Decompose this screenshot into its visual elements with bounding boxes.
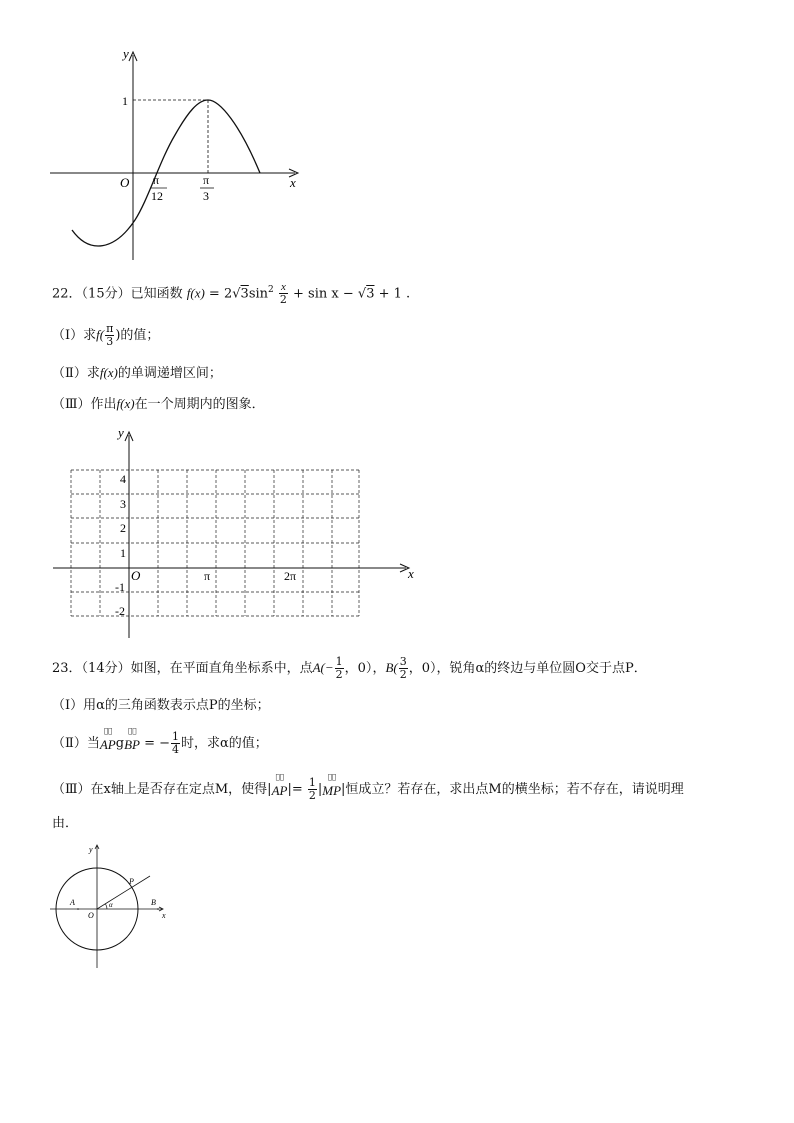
q23-vec-AP2-text: AP xyxy=(271,783,288,798)
q23-part2-eq: = − xyxy=(139,736,171,751)
q22-part1-label: （Ⅰ）求 xyxy=(52,328,97,343)
vector-arrow-icon: ய⃗ xyxy=(275,773,284,781)
q23-stem-a: 如图，在平面直角坐标系中，点 xyxy=(130,661,313,676)
grid-ytick-4: 4 xyxy=(120,472,126,486)
grid-ytick-2: 2 xyxy=(120,521,126,535)
q23-vec-MP xyxy=(322,774,341,802)
q22-tail2: + 1 . xyxy=(374,286,411,302)
q23-B-frac xyxy=(399,656,408,681)
circle-A-label: A xyxy=(70,898,75,907)
q22-fx: f(x) xyxy=(186,285,205,301)
grid-xtick-2pi: 2π xyxy=(284,569,297,583)
q23-score: （14分） xyxy=(81,661,131,676)
q23-vec-AP2 xyxy=(272,774,288,802)
q23-part2-label: （Ⅱ）当 xyxy=(52,736,100,751)
q23-part3-frac xyxy=(308,777,317,802)
q23-vec-AP-text: AP xyxy=(99,737,116,752)
q23-vec-BP xyxy=(124,728,140,756)
q23-vec-AP xyxy=(100,728,116,756)
vector-arrow-icon: ய⃗ xyxy=(103,727,112,735)
q23-comma: ， xyxy=(372,661,386,676)
q22-stem xyxy=(52,280,410,306)
circle-P-label: P xyxy=(129,877,134,886)
q23-part3-bar: | xyxy=(317,782,323,797)
q23-part3-num: 1 xyxy=(308,776,316,789)
q23-A-tail: ，0） xyxy=(344,661,373,676)
q23-B-den: 2 xyxy=(399,668,407,681)
q22-part1-f: f( xyxy=(96,327,105,342)
q22-sqrt-sign-b: √ xyxy=(357,286,367,302)
grid-ytick-neg1: -1 xyxy=(115,580,125,594)
circle-alpha-label: α xyxy=(109,901,113,909)
terminal-side-ray xyxy=(97,876,150,909)
q22-frac-num: x xyxy=(279,281,288,294)
q23-stem-b: ，锐角α的终边与单位圆O交于点P． xyxy=(436,661,647,676)
q23-part2 xyxy=(52,728,268,756)
q23-part3-continued xyxy=(52,814,78,834)
origin-label: O xyxy=(120,175,130,190)
vector-arrow-icon: ய⃗ xyxy=(128,727,136,735)
q22-part1-num: π xyxy=(106,322,114,335)
grid-ytick-3: 3 xyxy=(120,497,126,511)
circle-B-label: B xyxy=(151,898,156,907)
q23-part3-label: （Ⅲ）在x轴上是否存在定点M，使得| xyxy=(52,782,272,797)
grid-origin-label: O xyxy=(131,568,141,583)
q22-part2-label: （Ⅱ）求 xyxy=(52,366,100,381)
circle-x-label: x xyxy=(162,911,166,920)
q22-tail: + sin x − xyxy=(293,286,358,302)
q23-dot: g xyxy=(115,736,125,751)
x-tick-pi12-den: 12 xyxy=(151,189,163,203)
vector-arrow-icon: ய⃗ xyxy=(327,773,336,781)
q22-part1-close: ) xyxy=(115,328,121,343)
q22-sqrt3: 3 xyxy=(240,286,249,302)
q23-part3-cont: 由． xyxy=(52,816,79,831)
circle-origin-label: O xyxy=(88,911,94,920)
angle-arc xyxy=(106,904,108,909)
x-tick-pi12-num: π xyxy=(153,173,160,187)
dashed-grid xyxy=(71,470,359,616)
q23-stem xyxy=(52,656,647,681)
q23-part2-num: 1 xyxy=(172,730,180,743)
point-B-dot xyxy=(157,908,159,910)
q22-sin: sin xyxy=(248,286,269,302)
q23-vec-MP-text: MP xyxy=(322,783,342,798)
q23-number: 23． xyxy=(52,661,82,676)
q23-A-frac xyxy=(335,656,344,681)
q23-point-A: A(− xyxy=(312,660,334,675)
q22-sqrt3b: 3 xyxy=(366,286,375,302)
q22-frac-den: 2 xyxy=(279,293,287,307)
x-tick-pi3-den: 3 xyxy=(203,189,209,203)
q23-part3-den: 2 xyxy=(308,789,316,802)
q23-B-num: 3 xyxy=(399,655,407,668)
q23-part1 xyxy=(52,696,270,716)
q22-number: 22． xyxy=(52,286,82,302)
grid-ytick-1: 1 xyxy=(120,546,126,560)
q22-part1-frac xyxy=(105,323,114,348)
circle-y-label: y xyxy=(89,845,93,854)
q22-part3-label: （Ⅲ）作出 xyxy=(52,397,117,412)
q22-part3-f: f(x) xyxy=(116,396,135,411)
q23-A-num: 1 xyxy=(335,655,343,668)
q22-part1-den: 3 xyxy=(106,335,114,348)
grid-y-axis-label: y xyxy=(118,425,124,440)
q23-point-B: B( xyxy=(385,660,398,675)
q23-part3-end: |恒成立？若存在，求出点M的横坐标；若不存在，请说明理 xyxy=(341,782,684,797)
q23-part2-end: 时，求α的值； xyxy=(181,736,268,751)
q23-B-tail: ，0） xyxy=(408,661,437,676)
q23-part1-text: （Ⅰ）用α的三角函数表示点P的坐标； xyxy=(52,698,270,713)
top-function-graph xyxy=(40,40,310,270)
q22-eq: = 2 xyxy=(204,286,233,302)
q22-part1 xyxy=(52,323,159,348)
q23-part2-frac xyxy=(171,731,180,756)
unit-circle-figure xyxy=(45,840,175,975)
q22-part3-end: 在一个周期内的图象． xyxy=(134,397,265,412)
x-axis-label: x xyxy=(290,175,296,190)
grid-coordinate-figure xyxy=(48,420,428,645)
q22-part1-end: 的值； xyxy=(120,328,160,343)
q22-sqrt-sign: √ xyxy=(232,286,241,302)
x-tick-pi3-num: π xyxy=(203,173,210,187)
grid-x-axis-label: x xyxy=(408,566,414,581)
q23-part3-eq: |= xyxy=(287,782,307,797)
y-axis-label: y xyxy=(123,46,129,61)
q23-part3 xyxy=(52,774,684,802)
q22-frac-x-over-2 xyxy=(279,281,288,306)
q22-stem-text: 已知函数 xyxy=(130,286,183,302)
q22-part2-end: 的单调递增区间； xyxy=(117,366,222,381)
q23-part2-den: 4 xyxy=(172,743,180,756)
q22-score: （15分） xyxy=(81,286,131,302)
q22-part3 xyxy=(52,394,265,415)
q22-sup2: 2 xyxy=(268,285,274,295)
y-tick-1-label: 1 xyxy=(122,94,128,108)
q23-vec-BP-text: BP xyxy=(124,737,140,752)
q22-part2 xyxy=(52,363,222,384)
grid-ytick-neg2: -2 xyxy=(115,604,125,618)
q23-A-den: 2 xyxy=(335,668,343,681)
grid-xtick-pi: π xyxy=(204,569,211,583)
q22-part2-f: f(x) xyxy=(99,365,118,380)
point-A-dot xyxy=(77,908,79,910)
